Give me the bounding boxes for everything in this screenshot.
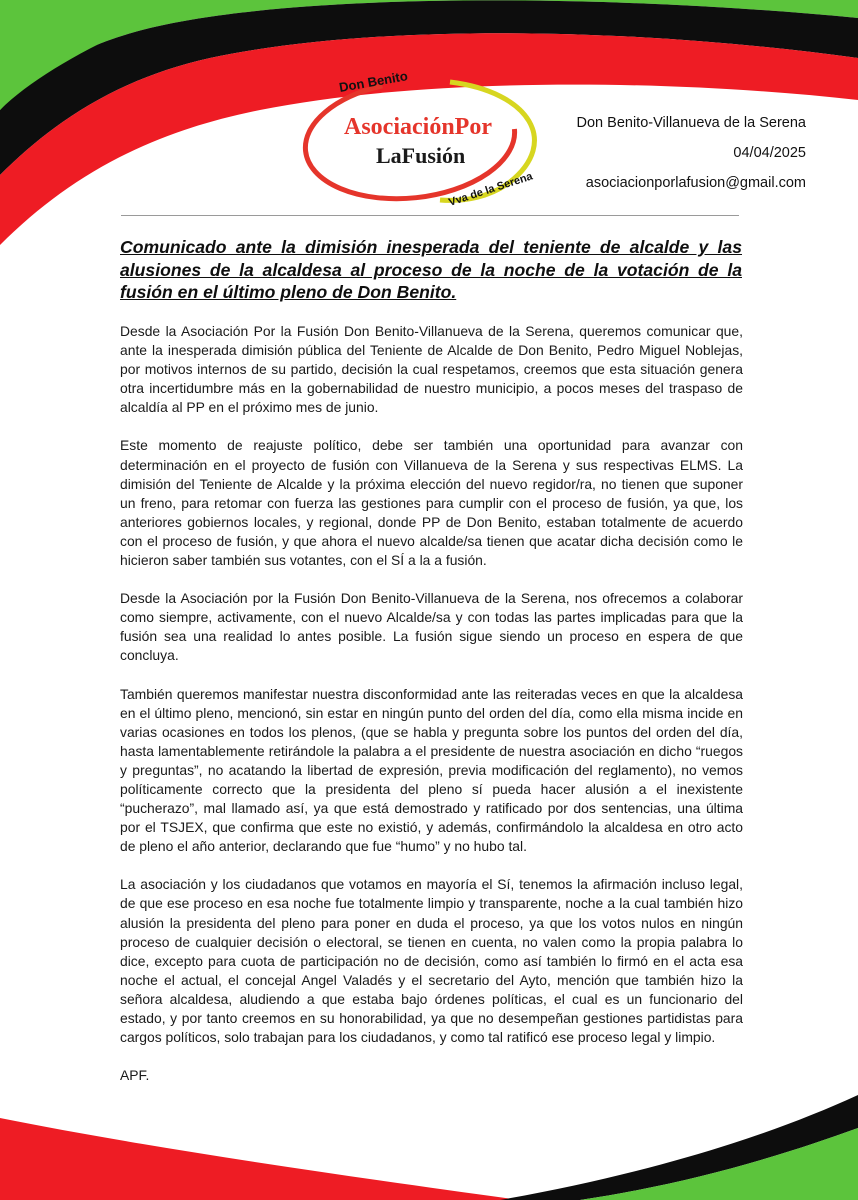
paragraph-1: Desde la Asociación Por la Fusión Don Benito-Villanueva de la Serena, queremos comunicar que, ante la inesperada dimisión pública del Teniente de Alcalde de Don Benito, Pedro Miguel Noblejas, por motivos internos de su partido, decisión la cual respetamos, creemos que esta situación genera otra incertidumbre más en la gobernabilidad de nuestro municipio, a pocos meses del traspaso de alcaldía al PP en el próximo mes de junio. xyxy=(120,323,743,416)
logo-line2: LaFusión xyxy=(376,143,466,168)
date-text: 04/04/2025 xyxy=(733,145,806,161)
document-title: Comunicado ante la dimisión inesperada del teniente de alcalde y las alusiones de la alcaldesa al proceso de la noche de la votación de la fusión en el último pleno de Don Benito. xyxy=(120,237,742,302)
paragraph-3: Desde la Asociación por la Fusión Don Benito-Villanueva de la Serena, nos ofrecemos a colaborar como siempre, activamente, con el nuevo Alcalde/sa y con todas las partes implicadas para que la fusión sea una realidad lo antes posible. La fusión sigue siendo un proceso en espera de que concluya. xyxy=(120,590,743,664)
paragraph-4: También queremos manifestar nuestra disconformidad ante las reiteradas veces en que la alcaldesa en el último pleno, mencionó, sin estar en ningún punto del orden del día, como ella misma incide en varias ocasiones en todos los plenos, (que se habla y pregunta sobre los puntos del orden del día, hasta lamentablemente retirándole la palabra a el presidente de nuestra asociación en dicho “ruegos y preguntas”, no acatando la libertad de expresión, previa modificación del reglamento), no vemos políticamente correcto que la presidenta del pleno sí pueda hacer alusión a el inexistente “pucherazo”, mal llamado así, ya que está demostrado y ratificado por dos sentencias, una última por el TSJEX, que confirma que este no existió, y además, confirmándolo la alcaldesa en otro acto de pleno el año anterior, declarando que fue “humo” y no hubo tal. xyxy=(120,685,743,855)
logo-top-text: Don Benito xyxy=(337,68,409,95)
association-logo xyxy=(300,62,560,212)
paragraph-2: Este momento de reajuste político, debe ser también una oportunidad para avanzar con determinación en el proyecto de fusión con Villanueva de la Serena y sus respectivas ELMS. La dimisión del Teniente de Alcalde y la próxima elección del nuevo regidor/ra, no tienen que suponer un freno, para retomar con fuerza las gestiones para cumplir con el proceso de fusión, ya que, los anteriores gobiernos locales, y regional, donde PP de Don Benito, estaban totalmente de acuerdo con el proceso de fusión, y que ahora el nuevo alcalde/sa tienen que acatar dicha decisión como le hicieron saber también sus votantes, con el SÍ a la a fusión. xyxy=(120,437,743,569)
signature: APF. xyxy=(120,1067,150,1084)
paragraph-5: La asociación y los ciudadanos que votamos en mayoría el Sí, tenemos la afirmación incluso legal, de que ese proceso en esa noche fue totalmente limpio y transparente, noche a la cual también hizo alusión la presidenta del pleno para poner en duda el proceso, ya que los votos nulos en ningún proceso de cualquier decisión o electoral, se tienen en cuenta, no valen como la propia palabra lo dice, excepto para cuota de participación no de decisión, como así también lo firmó en el acta esa noche el actual, el concejal Angel Valadés y el secretario del Ayto, mención que también hizo la señora alcaldesa, aludiendo a que estaba bajo órdenes políticas, el cual es un funcionario del estado, y por tanto creemos en su honorabilidad, ya que no desempeñan gestiones partidistas para cargos políticos, solo trabajan para los ciudadanos, y como tal ratificó ese proceso legal y limpio. xyxy=(120,876,743,1046)
document-body xyxy=(120,322,743,1104)
logo-line1: AsociaciónPor xyxy=(344,114,492,140)
location-text: Don Benito-Villanueva de la Serena xyxy=(576,115,806,131)
email-link[interactable]: asociacionporlafusion@gmail.com xyxy=(585,175,806,191)
contact-block xyxy=(577,108,806,198)
header-divider xyxy=(121,215,739,216)
logo-bottom-text: Vva de la Serena xyxy=(447,170,535,209)
